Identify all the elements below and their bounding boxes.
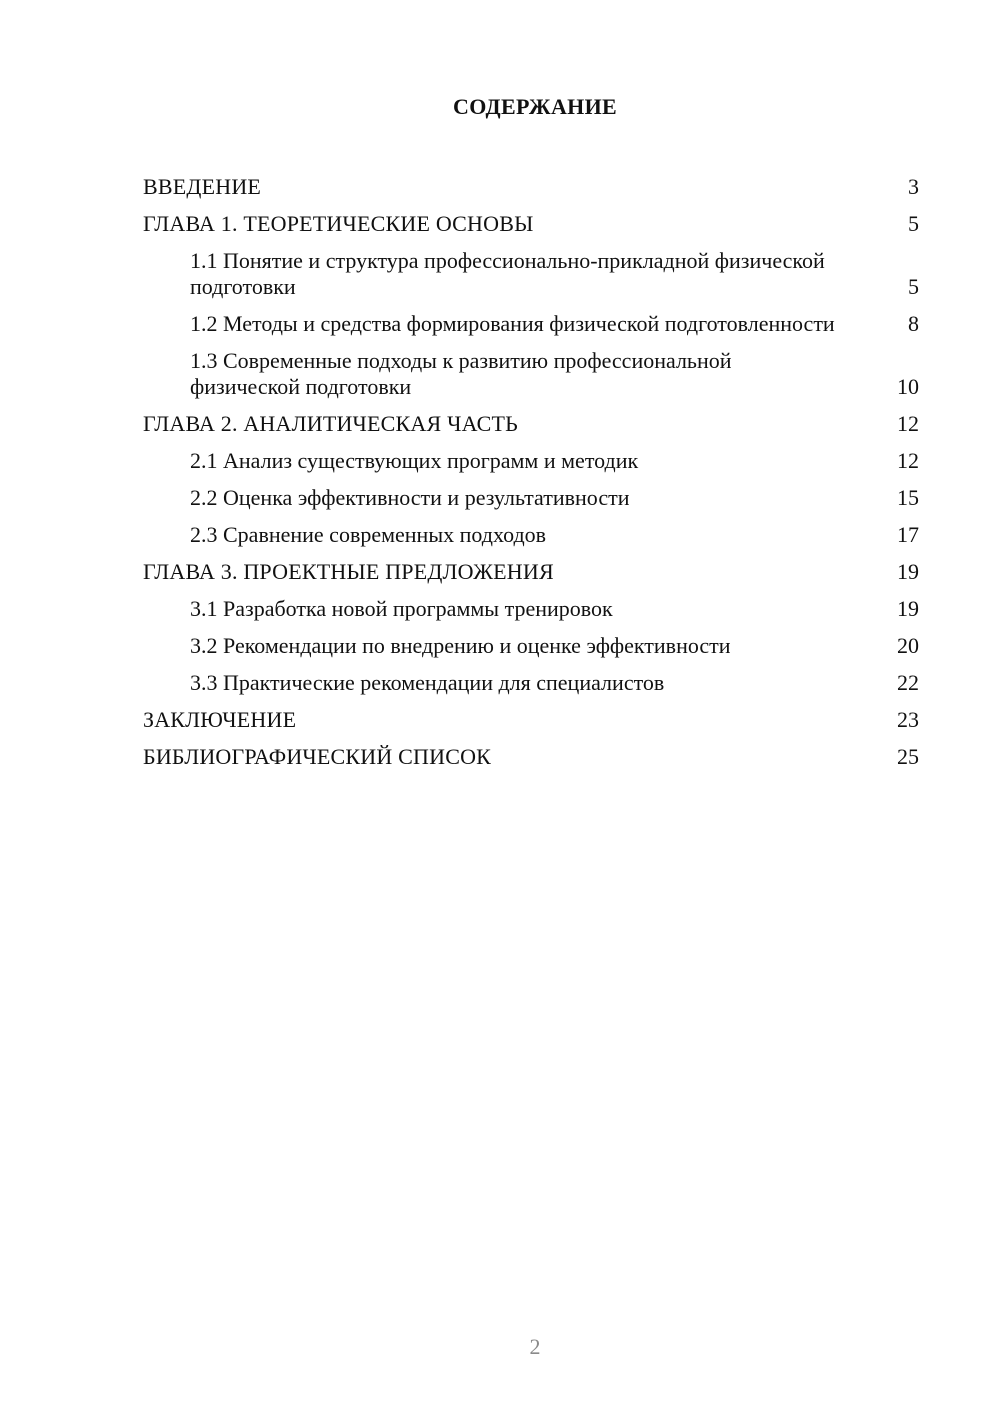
toc-entry-label: ВВЕДЕНИЕ (143, 173, 262, 199)
toc-entry-section-3-1[interactable] (143, 590, 919, 627)
toc-entry-introduction[interactable] (143, 168, 919, 205)
toc-entry-bibliography[interactable] (143, 738, 919, 775)
toc-entry-label: 1.1 Понятие и структура профессионально-прикладной физической подготовки (190, 247, 825, 299)
toc-entry-page: 23 (897, 706, 919, 732)
toc-entry-section-3-2[interactable] (143, 627, 919, 664)
toc-entry-section-1-3[interactable] (143, 342, 919, 405)
toc-entry-page: 25 (897, 743, 919, 769)
toc-entry-page: 20 (897, 632, 919, 658)
toc-entry-page: 15 (897, 484, 919, 510)
toc-entry-section-2-2[interactable] (143, 479, 919, 516)
table-of-contents (143, 168, 919, 775)
toc-entry-page: 19 (897, 595, 919, 621)
toc-entry-conclusion[interactable] (143, 701, 919, 738)
toc-entry-page: 10 (897, 373, 919, 399)
toc-entry-chapter-2[interactable] (143, 405, 919, 442)
toc-entry-label: 3.2 Рекомендации по внедрению и оценке эффективности (190, 632, 731, 658)
toc-entry-label: 3.1 Разработка новой программы тренировок (190, 595, 613, 621)
toc-entry-page: 17 (897, 521, 919, 547)
toc-entry-section-1-1[interactable] (143, 242, 919, 305)
toc-entry-section-2-3[interactable] (143, 516, 919, 553)
toc-entry-section-3-3[interactable] (143, 664, 919, 701)
toc-entry-label: ГЛАВА 2. АНАЛИТИЧЕСКАЯ ЧАСТЬ (143, 410, 518, 436)
toc-entry-page: 22 (897, 669, 919, 695)
page-number: 2 (529, 1334, 541, 1359)
toc-entry-section-2-1[interactable] (143, 442, 919, 479)
toc-entry-page: 8 (908, 310, 919, 336)
toc-entry-label: 1.3 Современные подходы к развитию профессиональной физической подготовки (190, 347, 732, 399)
toc-entry-label: БИБЛИОГРАФИЧЕСКИЙ СПИСОК (143, 743, 492, 769)
toc-entry-page: 5 (908, 273, 919, 299)
toc-entry-page: 3 (908, 173, 919, 199)
toc-entry-page: 12 (897, 410, 919, 436)
toc-entry-label: 2.2 Оценка эффективности и результативности (190, 484, 630, 510)
toc-entry-label: 1.2 Методы и средства формирования физической подготовленности (190, 310, 835, 336)
toc-entry-label: ЗАКЛЮЧЕНИЕ (143, 706, 297, 732)
toc-entry-section-1-2[interactable] (143, 305, 919, 342)
toc-entry-page: 19 (897, 558, 919, 584)
toc-entry-page: 5 (908, 210, 919, 236)
toc-entry-label: 2.3 Сравнение современных подходов (190, 521, 547, 547)
toc-entry-label: 2.1 Анализ существующих программ и методик (190, 447, 639, 473)
toc-entry-chapter-3[interactable] (143, 553, 919, 590)
toc-entry-label: ГЛАВА 1. ТЕОРЕТИЧЕСКИЕ ОСНОВЫ (143, 210, 534, 236)
page-title: СОДЕРЖАНИЕ (453, 94, 617, 119)
toc-entry-label: ГЛАВА 3. ПРОЕКТНЫЕ ПРЕДЛОЖЕНИЯ (143, 558, 554, 584)
toc-entry-label: 3.3 Практические рекомендации для специалистов (190, 669, 665, 695)
toc-entry-chapter-1[interactable] (143, 205, 919, 242)
toc-entry-page: 12 (897, 447, 919, 473)
